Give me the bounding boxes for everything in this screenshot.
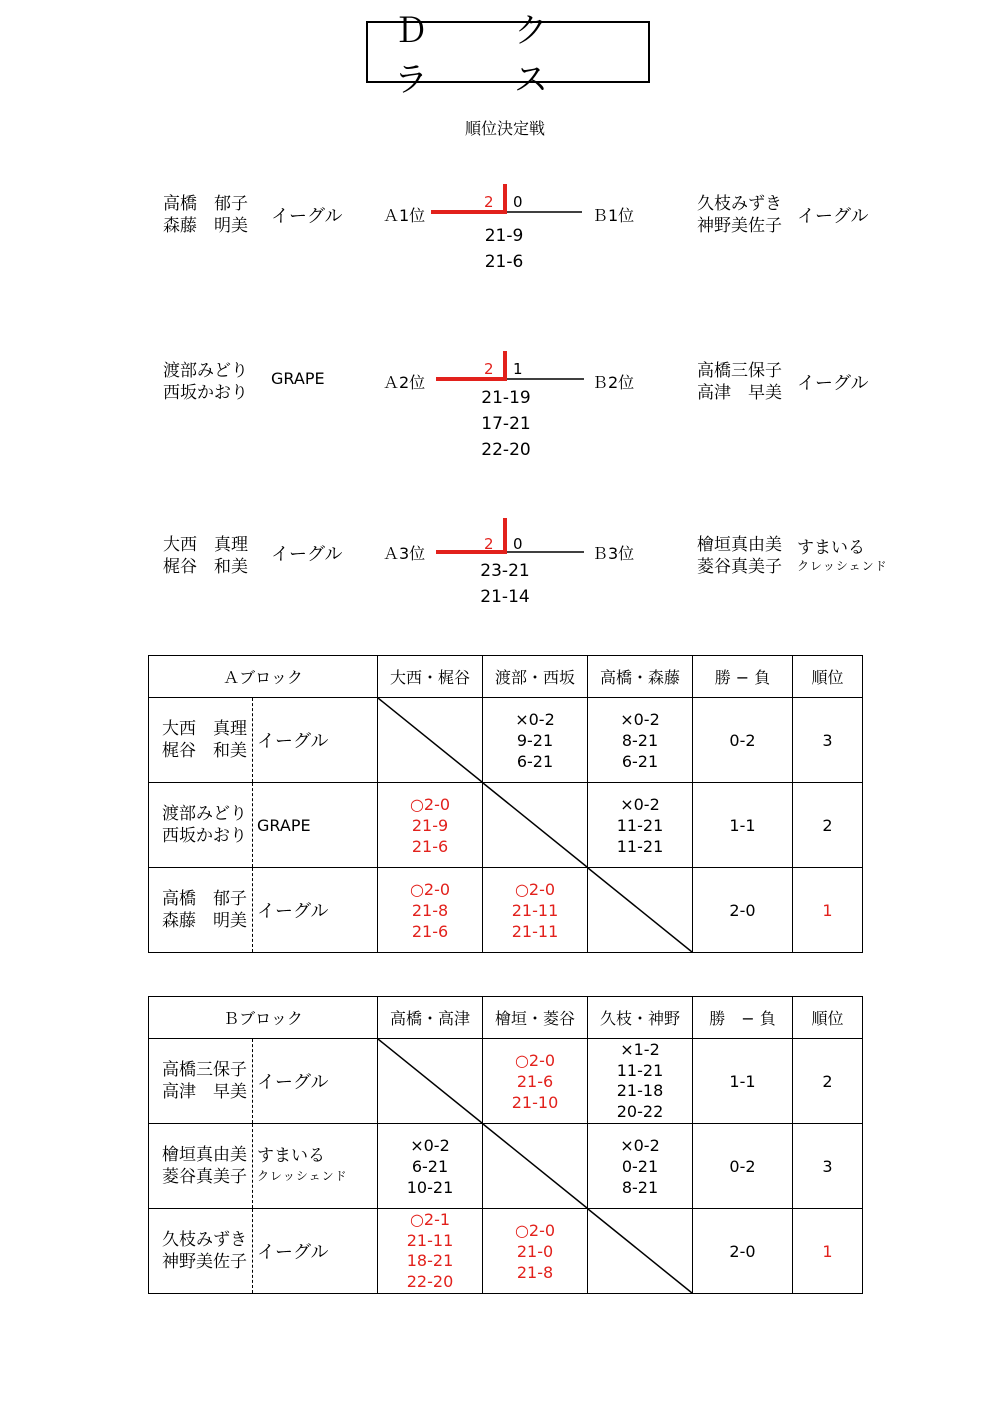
game-score: 9-21 [516,730,554,750]
match3-right-club-line1: すまいる [797,538,865,558]
win-loss: 0-2 [693,1124,793,1209]
self-match-cell [378,698,483,783]
player-club: GRAPE [257,815,311,835]
match3-left-score: 2 [484,535,494,553]
match3-right-club-line2: クレッシェンド [797,559,888,573]
table-row [149,1039,863,1124]
game-score: 22-20 [406,1271,454,1291]
game-score: 6-21 [411,1156,449,1176]
match1-left-pos: Ａ1位 [383,206,426,225]
match2-game-1: 21-19 [481,388,531,408]
match1-left-score: 2 [484,193,494,211]
result-summary: ×0-2 [620,794,660,814]
result-summary: ×0-2 [620,1135,660,1155]
result-cell [588,698,693,783]
self-match-cell [588,868,693,953]
match3-left-club: イーグル [271,544,343,565]
match3-game-2: 21-14 [480,587,530,607]
table-row [149,1124,863,1209]
result-cell [483,868,588,953]
block-b-table [148,996,863,1294]
player-club: イーグル [257,731,329,752]
match1-right-names: 久枝みずき 神野美佐子 [697,194,782,236]
game-score: 21-0 [516,1241,554,1261]
player-names: 高橋三保子 高津 早美 [149,1039,253,1123]
game-score: 21-10 [511,1092,559,1112]
game-score: 0-21 [621,1156,659,1176]
game-score: 21-18 [616,1081,664,1100]
block-b-col-2: 檜垣・菱谷 [483,997,588,1039]
game-score: 11-21 [616,1060,664,1080]
game-score: 21-6 [516,1071,554,1091]
game-score: 11-21 [616,836,664,856]
match3-right-score: 0 [513,535,523,553]
player-cell [149,783,378,868]
match1-game-1: 21-9 [484,226,524,246]
win-loss: 1-1 [693,783,793,868]
block-b-rank-header: 順位 [793,997,863,1039]
player-names: 高橋 郁子 森藤 明美 [149,868,253,952]
game-score: 8-21 [621,1177,659,1197]
player-cell [149,868,378,953]
player-cell [149,1039,378,1124]
result-cell [378,1209,483,1294]
game-score: 10-21 [406,1177,454,1197]
result-cell [378,783,483,868]
result-cell [483,1209,588,1294]
game-score: 6-21 [516,751,554,771]
self-match-cell [588,1209,693,1294]
match1-right-pos: Ｂ1位 [592,206,635,225]
table-row [149,783,863,868]
game-score: 21-6 [411,921,449,941]
result-cell [483,1039,588,1124]
match2-left-score: 2 [484,360,494,378]
block-a-col-1: 大西・梶谷 [378,656,483,698]
player-club: イーグル [257,1242,329,1263]
game-score: 21-8 [411,900,449,920]
result-summary: ×1-2 [620,1040,660,1059]
table-row [149,868,863,953]
rank: 3 [793,1124,863,1209]
match1-left-club: イーグル [271,206,343,227]
result-cell [378,1124,483,1209]
win-loss: 1-1 [693,1039,793,1124]
rank: 3 [793,698,863,783]
match2-left-names: 渡部みどり 西坂かおり [163,361,248,403]
match3-left-names: 大西 真理 梶谷 和美 [163,535,248,577]
result-summary: ○2-0 [409,794,451,814]
match2-right-score: 1 [513,360,523,378]
player-names: 大西 真理 梶谷 和美 [149,698,253,782]
player-club: イーグル [257,1072,329,1093]
match1-right-club: イーグル [797,206,869,227]
result-summary: ×0-2 [410,1135,450,1155]
game-score: 21-11 [406,1230,454,1250]
match1-right-score: 0 [513,193,523,211]
section-subtitle: 順位決定戦 [464,119,545,138]
match3-game-1: 23-21 [480,561,530,581]
self-match-cell [483,783,588,868]
player-club-line2: クレッシェンド [257,1169,348,1183]
game-score: 11-21 [616,815,664,835]
result-cell [378,868,483,953]
self-match-cell [378,1039,483,1124]
match2-left-pos: Ａ2位 [383,373,426,392]
block-a-rank-header: 順位 [793,656,863,698]
rank: 2 [793,1039,863,1124]
game-score: 21-8 [516,1262,554,1282]
win-loss: 0-2 [693,698,793,783]
match3-right-pos: Ｂ3位 [592,544,635,563]
game-score: 6-21 [621,751,659,771]
player-cell [149,1209,378,1294]
result-cell [588,1039,693,1124]
player-names: 檜垣真由美 菱谷真美子 [149,1124,253,1208]
table-row [149,1209,863,1294]
player-names: 渡部みどり 西坂かおり [149,783,253,867]
match2-right-names: 高橋三保子 高津 早美 [697,361,782,403]
player-club: イーグル [257,901,329,922]
game-score: 8-21 [621,730,659,750]
result-summary: ○2-1 [409,1210,451,1229]
win-loss: 2-0 [693,868,793,953]
block-a-col-2: 渡部・西坂 [483,656,588,698]
block-a-col-3: 高橋・森藤 [588,656,693,698]
result-summary: ○2-0 [514,1050,556,1070]
result-summary: ○2-0 [514,1220,556,1240]
game-score: 21-9 [411,815,449,835]
block-b-col-3: 久枝・神野 [588,997,693,1039]
self-match-cell [483,1124,588,1209]
result-summary: ○2-0 [409,879,451,899]
game-score: 21-11 [511,900,559,920]
player-cell [149,1124,378,1209]
match1-game-2: 21-6 [484,252,524,272]
game-score: 21-6 [411,836,449,856]
rank: 1 [793,868,863,953]
result-cell [588,783,693,868]
page-title: Ｄ ク ラ ス [366,21,650,83]
result-cell [588,1124,693,1209]
game-score: 18-21 [406,1251,454,1270]
match2-game-3: 22-20 [481,440,531,460]
player-names: 久枝みずき 神野美佐子 [149,1209,253,1293]
block-a-header: Ａブロック [149,656,378,698]
match3-right-names: 檜垣真由美 菱谷真美子 [697,535,782,577]
block-b-header: Ｂブロック [149,997,378,1039]
block-a-wl-header: 勝 − 負 [693,656,793,698]
win-loss: 2-0 [693,1209,793,1294]
block-b-wl-header: 勝 − 負 [693,997,793,1039]
game-score: 20-22 [616,1101,664,1121]
rank: 2 [793,783,863,868]
match3-left-pos: Ａ3位 [383,544,426,563]
match1-left-names: 高橋 郁子 森藤 明美 [163,194,248,236]
block-b-col-1: 高橋・高津 [378,997,483,1039]
game-score: 21-11 [511,921,559,941]
result-summary: ×0-2 [515,709,555,729]
match2-game-2: 17-21 [481,414,531,434]
player-club-line1: すまいる [257,1146,325,1166]
result-summary: ×0-2 [620,709,660,729]
match2-right-pos: Ｂ2位 [592,373,635,392]
result-cell [483,698,588,783]
rank: 1 [793,1209,863,1294]
player-cell [149,698,378,783]
result-summary: ○2-0 [514,879,556,899]
match2-right-club: イーグル [797,373,869,394]
block-a-table [148,655,863,953]
table-row [149,698,863,783]
match2-left-club: GRAPE [271,369,325,388]
